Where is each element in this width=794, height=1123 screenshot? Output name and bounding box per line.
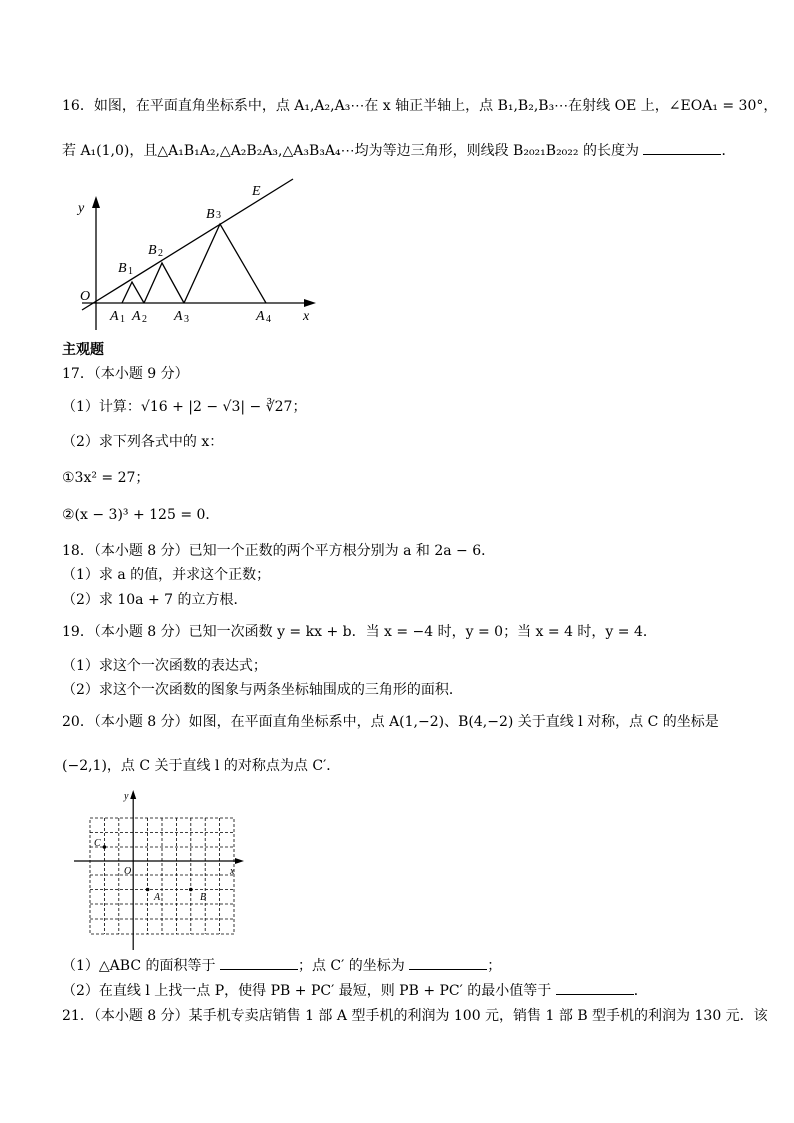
q20-p1b: ；点 C′ 的坐标为 [297,958,405,974]
label-A4: A [256,309,265,324]
q17-head: 17．（本小题 9 分） [62,366,189,382]
label-B3-sub: 3 [216,210,221,221]
q20-p1a: （1）△ABC 的面积等于 [62,958,216,974]
q20-p2b: ． [633,983,648,999]
q21-head: 21．（本小题 8 分）某手机专卖店销售 1 部 A 型手机的利润为 100 元，销售 1 部 B 型手机的利润为 130 元．该 [62,1008,768,1024]
label-E: E [252,184,261,199]
answer-blank [409,955,487,970]
answer-blank [643,140,721,155]
label-A2-sub: 2 [142,314,147,325]
q20-p2 [62,980,648,1001]
point-C [103,845,107,849]
section-title: 主观题 [62,342,104,358]
label-A2: A [132,309,141,324]
y-axis-arrow [92,196,100,208]
q17-p1: （1）计算：√16 + |2 − √3| − ∛27； [62,399,307,415]
label-A1-sub: 1 [120,314,125,325]
q16-figure [60,170,340,330]
q18-p2: （2）求 10a + 7 的立方根． [62,592,248,608]
label-A1: A [110,309,119,324]
triangle-A3B3A4 [184,224,266,303]
label-B2: B [148,243,157,258]
answer-blank [220,955,298,970]
q16-line2 [62,140,735,161]
x-axis-arrow [304,299,316,307]
q20-head: 20．（本小题 8 分）如图，在平面直角坐标系中，点 A(1,−2)、B(4,−2) 关于直线 l 对称，点 C 的坐标是 [62,714,719,730]
point-A [146,888,150,892]
grid-y-arrow [130,790,136,799]
label-B1: B [118,261,127,276]
q20-line2: (−2,1)，点 C 关于直线 l 的对称点为点 C′． [62,758,341,774]
label-O: O [80,289,91,304]
label-B2-sub: 2 [158,248,163,259]
grid-label-C: C [94,838,101,849]
q20-p2a: （2）在直线 l 上找一点 P，使得 PB + PC′ 最短，则 PB + PC′ 的最小值等于 [62,983,552,999]
q19-p2: （2）求这个一次函数的图象与两条坐标轴围成的三角形的面积． [62,682,463,698]
q20-p1c: ； [487,958,502,974]
triangle-A2B2A3 [144,263,184,303]
q17-p2: （2）求下列各式中的 x： [62,434,224,450]
point-B [189,888,193,892]
q18-p1: （1）求 a 的值，并求这个正数； [62,567,271,583]
q16-line2-end: ． [721,143,736,159]
q17-p4: ②(x − 3)³ + 125 = 0． [62,507,220,523]
q18-head: 18．（本小题 8 分）已知一个正数的两个平方根分别为 a 和 2a − 6． [62,543,496,559]
grid-label-B: B [200,892,207,903]
q19-p1: （1）求这个一次函数的表达式； [62,658,267,674]
grid-x-arrow [235,858,244,864]
grid-label-x: x [230,866,235,877]
ray-OE [82,179,293,310]
label-y: y [78,201,85,216]
grid-label-y: y [124,791,129,802]
triangle-A1B1A2 [122,282,144,303]
q19-head: 19．（本小题 8 分）已知一次函数 y = kx + b．当 x = −4 时，y = 0；当 x = 4 时，y = 4． [62,624,657,640]
q16-line2-text: 若 A₁(1,0)，且△A₁B₁A₂,△A₂B₂A₃,△A₃B₃A₄⋯均为等边三角形，则线段 B₂₀₂₁B₂₀₂₂ 的长度为 [62,143,639,159]
q17-p3: ①3x² = 27； [62,470,150,486]
q16-line1: 16．如图，在平面直角坐标系中，点 A₁,A₂,A₃⋯在 x 轴正半轴上，点 B₁,B₂,B₃⋯在射线 OE 上，∠EOA₁ = 30°， [62,98,778,114]
label-x: x [303,309,310,324]
label-A4-sub: 4 [266,314,271,325]
label-B1-sub: 1 [128,266,133,277]
q20-p1 [62,955,501,976]
label-A3-sub: 3 [184,314,189,325]
q20-grid-figure [70,786,250,956]
grid-label-A: A [154,892,161,903]
label-A3: A [174,309,183,324]
grid-label-O: O [124,866,132,877]
label-B3: B [206,207,215,222]
answer-blank [556,980,634,995]
